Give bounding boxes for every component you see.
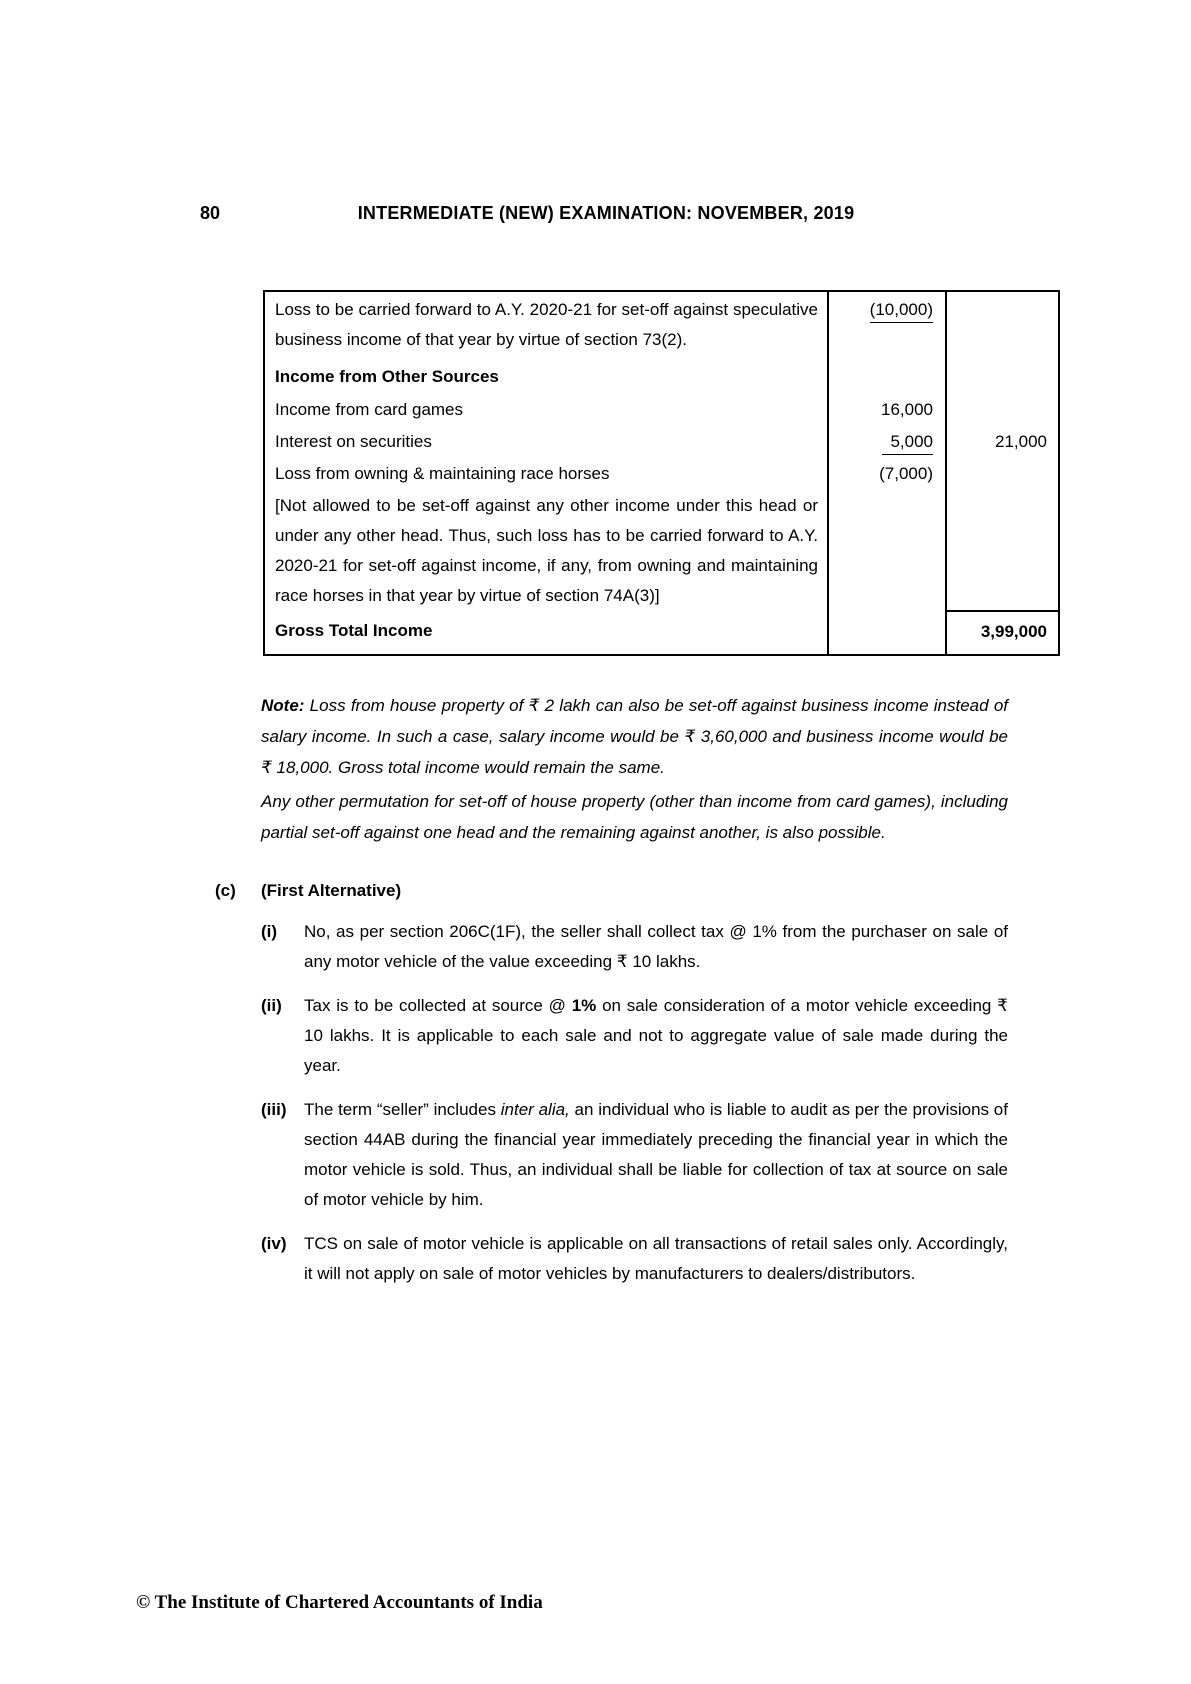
total-cell-empty [946,291,1059,362]
answer-item-iii [261,1095,1008,1215]
section-c-heading [215,881,401,901]
section-c-label: (c) [215,881,236,900]
income-computation-table [263,290,1060,656]
row-description: Loss from owning & maintaining race horses [275,464,610,483]
row-description: [Not allowed to be set-off against any other income under this head or under any other head. Thus, such loss has to be carried forward to A.Y. 2020-21 for set-off against income, if any, from owning and maintaining race horses in that year by virtue of section 74A(3)] [275,496,818,605]
note-text: Loss from house property of ₹ 2 lakh can also be set-off against business income instead of salary income. In such a case, salary income would be ₹ 3,60,000 and business income would be ₹ 18,000. Gross total income would remain the same. [261,696,1008,777]
item-text: Tax is to be collected at source @ 1% on sale consideration of a motor vehicle exceeding ₹ 10 lakhs. It is applicable to each sale and not to aggregate value of sale made during the year. [304,996,1008,1075]
copyright-footer: © The Institute of Chartered Accountants of India [136,1592,543,1613]
table-row [264,362,1059,395]
page-header-title: INTERMEDIATE (NEW) EXAMINATION: NOVEMBER, 2019 [357,203,855,223]
answer-item-ii [261,991,1008,1081]
amount-cell-empty [828,611,946,655]
item-text: TCS on sale of motor vehicle is applicable on all transactions of retail sales only. Accordingly, it will not apply on sale of motor vehicles by manufacturers to dealers/distributors. [304,1234,1008,1283]
total-cell-empty [946,395,1059,427]
total-cell: 21,000 [946,427,1059,459]
answer-item-iv [261,1229,1008,1289]
amount-cell: (7,000) [828,459,946,491]
item-label: (ii) [261,996,282,1015]
amount-cell [828,291,946,362]
underlined-amount: (10,000) [870,299,933,323]
item-label: (iii) [261,1100,287,1119]
amount-cell [828,427,946,459]
table-row [264,291,1059,362]
answer-items [261,917,1008,1303]
total-cell-empty [946,491,1059,611]
item-label: (i) [261,922,278,941]
table-row [264,459,1059,491]
page-number: 80 [200,203,221,223]
row-description: Gross Total Income [275,621,433,640]
amount-cell-empty [828,362,946,395]
gross-total-value: 3,99,000 [946,611,1059,655]
total-cell-empty [946,362,1059,395]
permutation-paragraph: Any other permutation for set-off of house property (other than income from card games), including partial set-off against one head and the remaining against another, is also possible. [261,792,1008,842]
total-cell-empty [946,459,1059,491]
row-description: Income from card games [275,400,464,419]
section-c-title: (First Alternative) [261,881,402,900]
item-text: The term “seller” includes inter alia, an individual who is liable to audit as per the provisions of section 44AB during the financial year immediately preceding the financial year in which the motor vehicle is sold. Thus, an individual shall be liable for collection of tax at source on sale of motor vehicle by him. [304,1100,1008,1209]
row-description: Income from Other Sources [275,367,499,386]
row-description: Interest on securities [275,432,432,451]
note-paragraph [261,690,1008,783]
table-row [264,491,1059,611]
answer-item-i [261,917,1008,977]
item-label: (iv) [261,1234,287,1253]
item-text: No, as per section 206C(1F), the seller shall collect tax @ 1% from the purchaser on sale of any motor vehicle of the value exceeding ₹ 10 lakhs. [304,922,1008,971]
note-label: Note: [261,696,305,715]
table-row [264,611,1059,655]
table-row [264,395,1059,427]
row-description: Loss to be carried forward to A.Y. 2020-21 for set-off against speculative business income of that year by virtue of section 73(2). [275,300,818,349]
amount-cell-empty [828,491,946,611]
amount-cell: 16,000 [828,395,946,427]
table-row [264,427,1059,459]
underlined-amount: 5,000 [882,431,933,455]
